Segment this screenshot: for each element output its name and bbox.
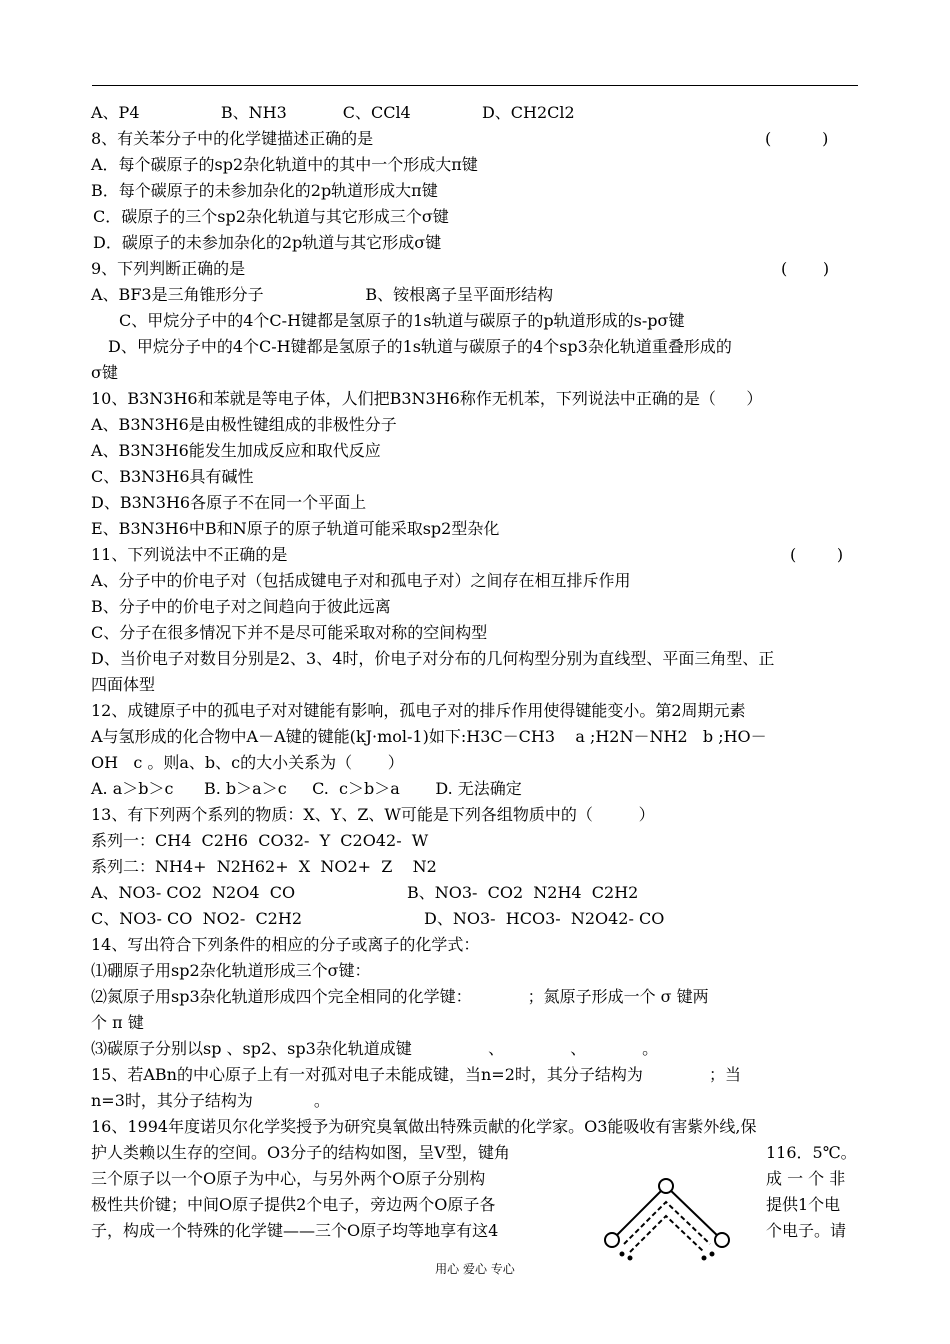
delocalized-bond-outer [624, 1202, 710, 1244]
option-c: C、分子在很多情况下并不是尽可能采取对称的空间构型 [91, 623, 488, 642]
right-column-text: 个电子。请 [766, 1221, 847, 1240]
oxygen-atom-center [659, 1179, 673, 1193]
right-column-text: 提供1个电 [766, 1195, 841, 1214]
option-d: D．碳原子的未参加杂化的2p轨道与其它形成σ键 [93, 233, 442, 252]
ozone-structure-diagram [600, 1172, 750, 1262]
option-d: D、当价电子对数目分别是2、3、4时，价电子对分布的几何构型分别为直线型、平面三角型、正 [91, 649, 775, 668]
option-d: D、甲烷分子中的4个C-H键都是氢原子的1s轨道与碳原子的4个sp3杂化轨道重叠形成的 [108, 337, 732, 356]
text-line: A、P4 B、NH3 C、CCl4 D、CH2Cl2 [91, 103, 575, 122]
oxygen-atom-right [715, 1233, 729, 1247]
question-9: 9、下列判断正确的是 [91, 259, 246, 278]
options-cd: C、NO3- CO NO2- C2H2 D、NO3- HCO3- N2O42- CO [91, 909, 665, 928]
electron-dot [620, 1252, 625, 1257]
option-e: E、B3N3H6中B和N原子的原子轨道可能采取sp2型杂化 [91, 519, 500, 538]
options-line: A. a＞b＞c B. b＞a＞c C. c＞b＞a D. 无法确定 [91, 779, 522, 798]
header-rule [92, 85, 858, 86]
text-line: A与氢形成的化合物中A－A键的键能(kJ·mol-1)如下:H3C－CH3 a ;H2N－NH2 b ;HO－ [91, 727, 767, 746]
page-footer: 用心 爱心 专心 [435, 1262, 515, 1276]
question-10: 10、B3N3H6和苯就是等电子体，人们把B3N3H6称作无机苯，下列说法中正确的是（ ） [91, 389, 763, 408]
question-15: 15、若ABn的中心原子上有一对孤对电子未能成键，当n=2时，其分子结构为 ；当 [91, 1065, 741, 1084]
text-line: 护人类赖以生存的空间。O3分子的结构如图，呈V型，键角 [91, 1143, 510, 1162]
question-11: 11、下列说法中不正确的是 [91, 545, 288, 564]
item-2: ⑵氮原子用sp3杂化轨道形成四个完全相同的化学键： ；氮原子形成一个 σ 键两 [91, 987, 709, 1006]
text-line: 个 π 键 [91, 1013, 144, 1032]
option-b: A、B3N3H6能发生加成反应和取代反应 [91, 441, 381, 460]
text-line: n=3时，其分子结构为 。 [91, 1091, 330, 1110]
option-c: C、甲烷分子中的4个C-H键都是氢原子的1s轨道与碳原子的p轨道形成的s-pσ键 [119, 311, 685, 330]
option-c: C、B3N3H6具有碱性 [91, 467, 254, 486]
item-1: ⑴硼原子用sp2杂化轨道形成三个σ键： [91, 961, 371, 980]
option-b: B、分子中的价电子对之间趋向于彼此远离 [91, 597, 391, 616]
option-a: A．每个碳原子的sp2杂化轨道中的其中一个形成大π键 [91, 155, 478, 174]
series-2: 系列二：NH4+ N2H62+ X NO2+ Z N2 [91, 857, 437, 876]
option-ab: A、BF3是三角锥形分子 B、铵根离子呈平面形结构 [91, 285, 554, 304]
electron-dot [702, 1256, 707, 1261]
question-12: 12、成键原子中的孤电子对对键能有影响，孤电子对的排斥作用使得键能变小。第2周期元素 [91, 701, 746, 720]
bond-left [612, 1186, 666, 1240]
right-column-text: 116．5℃。 [766, 1143, 857, 1162]
options-ab: A、NO3- CO2 N2O4 CO B、NO3- CO2 N2H4 C2H2 [91, 883, 639, 902]
text-line: OH c 。则a、b、c的大小关系为（ ） [91, 753, 404, 772]
option-d: D、B3N3H6各原子不在同一个平面上 [91, 493, 367, 512]
text-line: σ键 [91, 363, 118, 382]
text-line: 三个原子以一个O原子为中心，与另外两个O原子分别构 [91, 1169, 486, 1188]
item-3: ⑶碳原子分别以sp 、sp2、sp3杂化轨道成键 、 、 。 [91, 1039, 659, 1058]
answer-paren: ( ) [790, 545, 844, 564]
question-16: 16、1994年度诺贝尔化学奖授予为研究臭氧做出特殊贡献的化学家。O3能吸收有害紫外线,保 [91, 1117, 757, 1136]
option-b: B．每个碳原子的未参加杂化的2p轨道形成大π键 [91, 181, 438, 200]
answer-paren: ( ) [765, 129, 829, 148]
electron-dot [628, 1256, 633, 1261]
series-1: 系列一：CH4 C2H6 CO32- Y C2O42- W [91, 831, 429, 850]
text-line: 极性共价键；中间O原子提供2个电子，旁边两个O原子各 [91, 1195, 496, 1214]
bond-right [666, 1186, 722, 1240]
delocalized-bond-inner [630, 1216, 704, 1252]
answer-paren: ( ) [781, 259, 830, 278]
right-column-text: 成 一 个 非 [766, 1169, 846, 1188]
question-13: 13、有下列两个系列的物质：X、Y、Z、W可能是下列各组物质中的（ ） [91, 805, 655, 824]
oxygen-atom-left [605, 1233, 619, 1247]
text-line: 子，构成一个特殊的化学键——三个O原子均等地享有这4 [91, 1221, 499, 1240]
option-a: A、B3N3H6是由极性键组成的非极性分子 [91, 415, 397, 434]
option-a: A、分子中的价电子对（包括成键电子对和孤电子对）之间存在相互排斥作用 [91, 571, 631, 590]
electron-dot [710, 1252, 715, 1257]
question-8: 8、有关苯分子中的化学键描述正确的是 [91, 129, 374, 148]
question-14: 14、写出符合下列条件的相应的分子或离子的化学式： [91, 935, 480, 954]
option-c: C．碳原子的三个sp2杂化轨道与其它形成三个σ键 [93, 207, 449, 226]
text-line: 四面体型 [91, 675, 156, 694]
